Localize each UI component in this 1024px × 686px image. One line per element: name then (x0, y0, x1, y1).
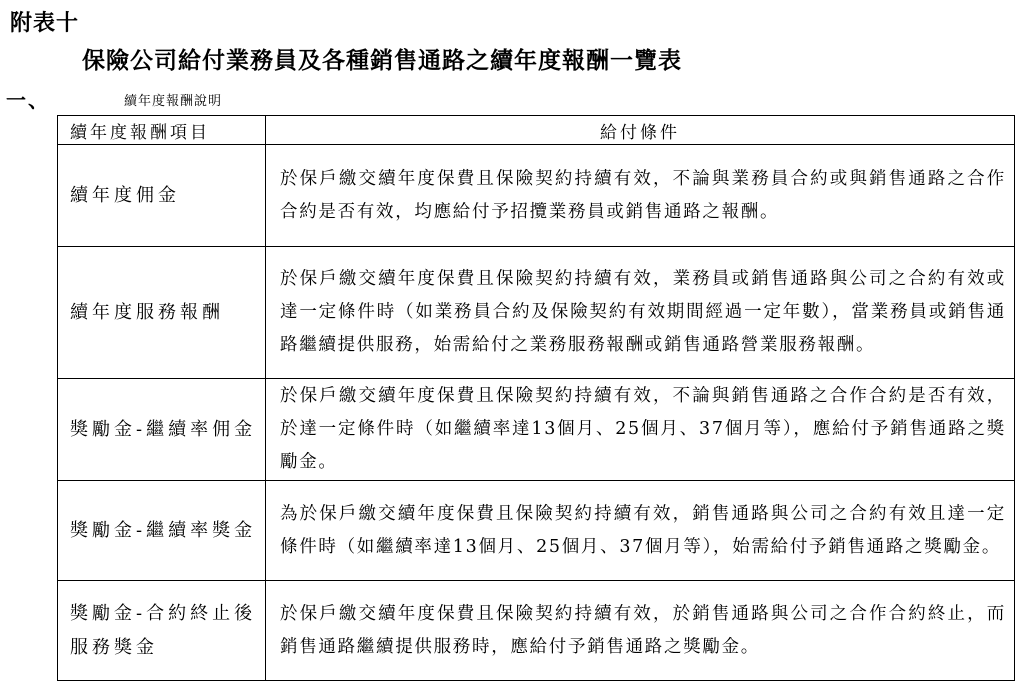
table-row (58, 145, 1015, 247)
table-row (58, 581, 1015, 681)
table-row (58, 379, 1015, 481)
section-number: 一、 (6, 88, 50, 112)
table-row (58, 481, 1015, 581)
row-condition: 於保戶繳交續年度保費且保險契約持續有效，不論與業務員合約或與銷售通路之合作合約是否有效，均應給付予招攬業務員或銷售通路之報酬。 (266, 145, 1015, 247)
column-header-item: 續年度報酬項目 (58, 116, 266, 145)
table-row (58, 247, 1015, 379)
row-item: 獎勵金-繼續率獎金 (58, 481, 266, 581)
row-condition: 於保戶繳交續年度保費且保險契約持續有效，業務員或銷售通路與公司之合約有效或達一定條件時（如業務員合約及保險契約有效期間經過一定年數），當業務員或銷售通路繼續提供服務，始需給付之業務服務報酬或銷售通路營業服務報酬。 (266, 247, 1015, 379)
appendix-label: 附表十 (10, 11, 80, 36)
table-header-row (58, 116, 1015, 145)
row-condition: 於保戶繳交續年度保費且保險契約持續有效，於銷售通路與公司之合作合約終止，而銷售通路繼續提供服務時，應給付予銷售通路之獎勵金。 (266, 581, 1015, 681)
document-title: 保險公司給付業務員及各種銷售通路之續年度報酬一覽表 (82, 48, 682, 74)
row-condition: 為於保戶繳交續年度保費且保險契約持續有效，銷售通路與公司之合約有效且達一定條件時（如繼續率達13個月、25個月、37個月等），始需給付予銷售通路之獎勵金。 (266, 481, 1015, 581)
row-item: 續年度佣金 (58, 145, 266, 247)
column-header-condition: 給付條件 (266, 116, 1015, 145)
row-item: 獎勵金-合約終止後服務獎金 (58, 581, 266, 681)
row-item: 獎勵金-繼續率佣金 (58, 379, 266, 481)
compensation-table (57, 115, 1015, 681)
row-condition: 於保戶繳交續年度保費且保險契約持續有效，不論與銷售通路之合作合約是否有效，於達一定條件時（如繼續率達13個月、25個月、37個月等），應給付予銷售通路之獎勵金。 (266, 379, 1015, 481)
row-item: 續年度服務報酬 (58, 247, 266, 379)
section-title: 續年度報酬說明 (124, 94, 223, 109)
